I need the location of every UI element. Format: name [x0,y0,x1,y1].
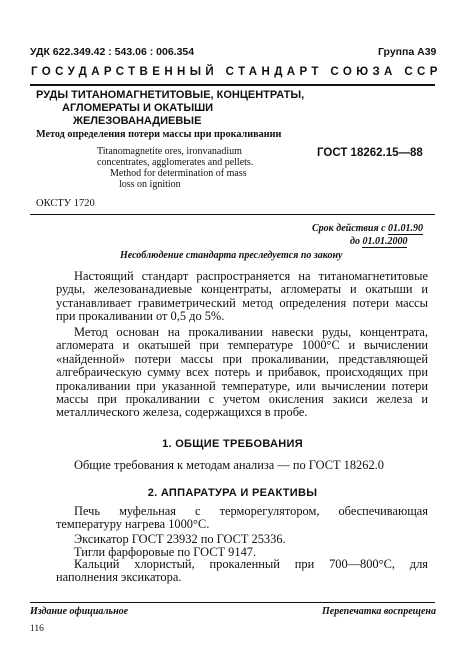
group-code: Группа А39 [378,46,437,58]
english-title-line-2: concentrates, agglomerates and pellets. [97,157,254,168]
section-2-item-4: Кальций хлористый, прокаленный при 700—800°С, для наполнения эксикатора. [56,557,428,585]
section-2-item-2: Эксикатор ГОСТ 23932 по ГОСТ 25336. [74,532,286,546]
validity-to-label: до [350,236,360,247]
footer-rule [30,602,435,603]
title-line-2: АГЛОМЕРАТЫ И ОКАТЫШИ [62,102,214,114]
section-2-item-3: Тигли фарфоровые по ГОСТ 9147. [74,545,257,559]
legal-notice: Несоблюдение стандарта преследуется по закону [120,250,343,261]
footer-official-edition: Издание официальное [30,606,129,617]
method-subtitle: Метод определения потери массы при прокаливании [36,129,282,140]
validity-from-label: Срок действия с [312,223,386,234]
gost-number: ГОСТ 18262.15—88 [317,147,423,159]
intro-paragraph-2: Метод основан на прокаливании навески руды, концентрата, агломерата и окатышей при температуре 1000°С и вычислении «найденной» потери массы при прокаливании, представляющей алгебраическую сумму всех потерь и прибавок, происходящих при прокаливании при указанной температуре, или вычислении потери массы при прокаливании с учетом окисления закиси железа и металлического железа, содержащихся в пробе. [56,325,428,420]
validity-from-date: 01.01.90 [388,223,424,234]
english-title-line-3: Method for determination of mass [110,168,247,179]
validity-to [350,236,407,247]
english-title-line-4: loss on ignition [119,179,181,190]
validity-from [312,223,423,234]
section-1-heading: 1. ОБЩИЕ ТРЕБОВАНИЯ [162,438,303,450]
header-rule-top [30,84,435,86]
udk-code: УДК 622.349.42 : 543.06 : 006.354 [30,46,195,58]
title-line-3: ЖЕЛЕЗОВАНАДИЕВЫЕ [73,115,202,127]
okstu-code: ОКСТУ 1720 [36,198,95,209]
section-2-heading: 2. АППАРАТУРА И РЕАКТИВЫ [147,487,318,499]
title-line-1: РУДЫ ТИТАНОМАГНЕТИТОВЫЕ, КОНЦЕНТРАТЫ, [36,89,305,101]
header-rule-bottom [30,214,435,215]
validity-to-date: 01.01.2000 [362,236,408,247]
section-1-text: Общие требования к методам анализа — по ГОСТ 18262.0 [74,458,384,472]
standard-banner: ГОСУДАРСТВЕННЫЙ СТАНДАРТ СОЮЗА ССР [31,66,442,78]
page-number: 116 [30,624,44,634]
footer-reprint-notice: Перепечатка воспрещена [322,606,436,617]
intro-paragraph-1: Настоящий стандарт распространяется на титаномагнетитовые руды, железованадиевые концентраты, агломераты и окатыши и устанавливает гравиметрический метод определения потери массы при прокаливании от 0,5 до 5%. [56,269,428,324]
english-title-line-1: Titanomagnetite ores, ironvanadium [97,146,242,157]
section-2-item-1: Печь муфельная с терморегулятором, обеспечивающая температуру нагрева 1000°С. [56,504,428,532]
